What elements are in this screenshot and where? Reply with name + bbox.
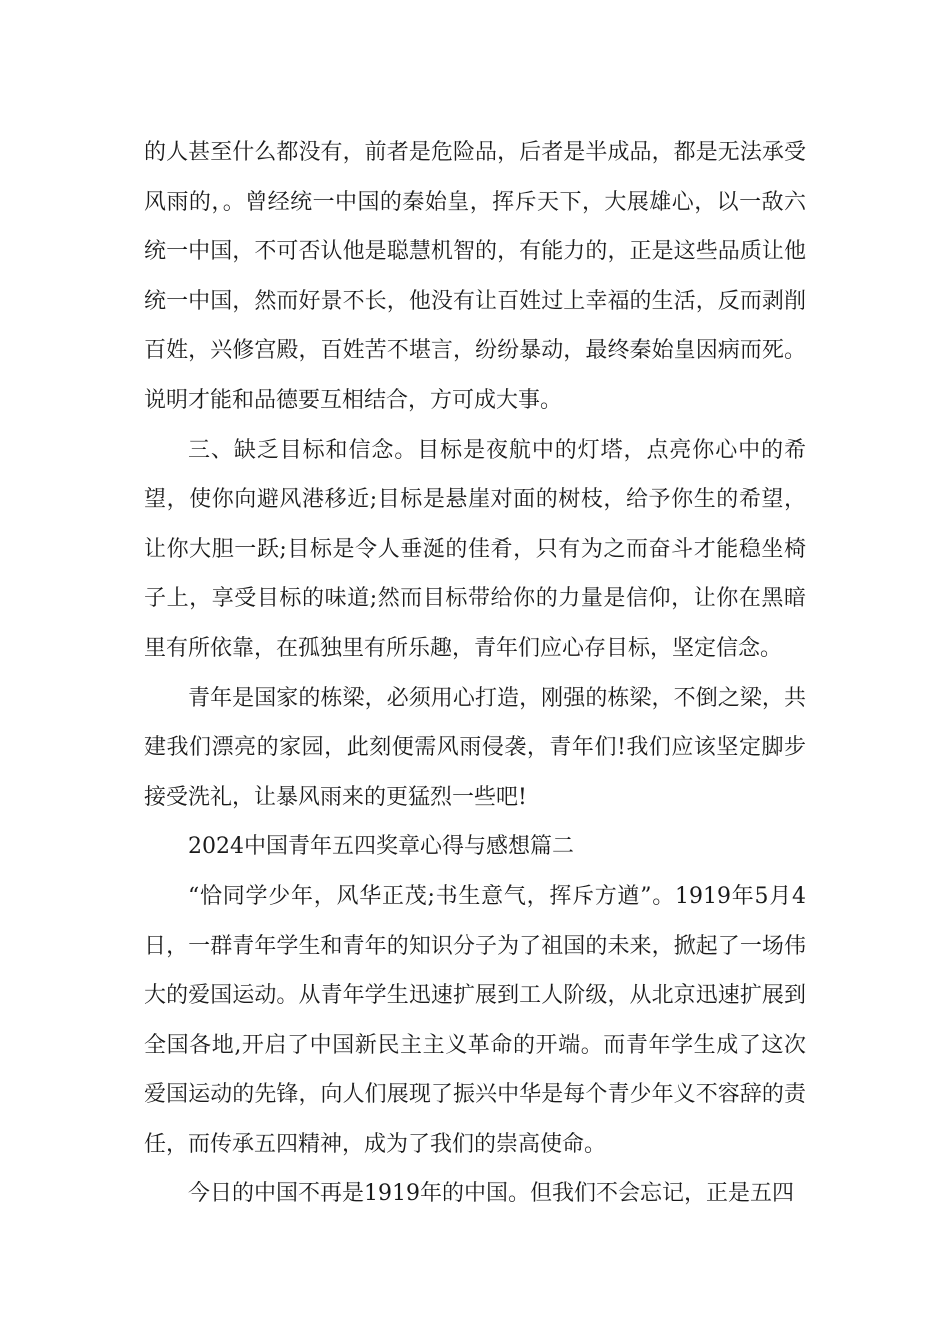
paragraph-4: “恰同学少年，风华正茂;书生意气，挥斥方遒”。1919年5月4日，一群青年学生和青年的知识分子为了祖国的未来，掀起了一场伟大的爱国运动。从青年学生迅速扩展到工人阶级，从北京迅速扩展到全国各地,开启了中国新民主主义革命的开端。而青年学生成了这次爱国运动的先锋，向人们展现了振兴中华是每个青少年义不容辞的责任，而传承五四精神，成为了我们的崇高使命。 xyxy=(144,883,806,1157)
document-body xyxy=(144,128,806,1219)
paragraph-2: 三、缺乏目标和信念。目标是夜航中的灯塔，点亮你心中的希望，使你向避风港移近;目标是悬崖对面的树枝，给予你生的希望，让你大胆一跃;目标是令人垂涎的佳肴，只有为之而奋斗才能稳坐椅子上，享受目标的味道;然而目标带给你的力量是信仰，让你在黑暗里有所依靠，在孤独里有所乐趣，青年们应心存目标，坚定信念。 xyxy=(144,437,806,661)
paragraph-3: 青年是国家的栋梁，必须用心打造，刚强的栋梁，不倒之梁，共建我们漂亮的家园，此刻便需风雨侵袭，青年们!我们应该坚定脚步接受洗礼，让暴风雨来的更猛烈一些吧! xyxy=(144,685,806,810)
section-heading: 2024中国青年五四奖章心得与感想篇二 xyxy=(188,834,574,860)
paragraph-5: 今日的中国不再是1919年的中国。但我们不会忘记，正是五四 xyxy=(188,1181,794,1207)
paragraph-1: 的人甚至什么都没有，前者是危险品，后者是半成品，都是无法承受风雨的，。曾经统一中国的秦始皇，挥斥天下，大展雄心，以一敌六统一中国，不可否认他是聪慧机智的，有能力的，正是这些品质让他统一中国，然而好景不长，他没有让百姓过上幸福的生活，反而剥削百姓，兴修宫殿，百姓苦不堪言，纷纷暴动，最终秦始皇因病而死。说明才能和品德要互相结合，方可成大事。 xyxy=(144,140,806,413)
